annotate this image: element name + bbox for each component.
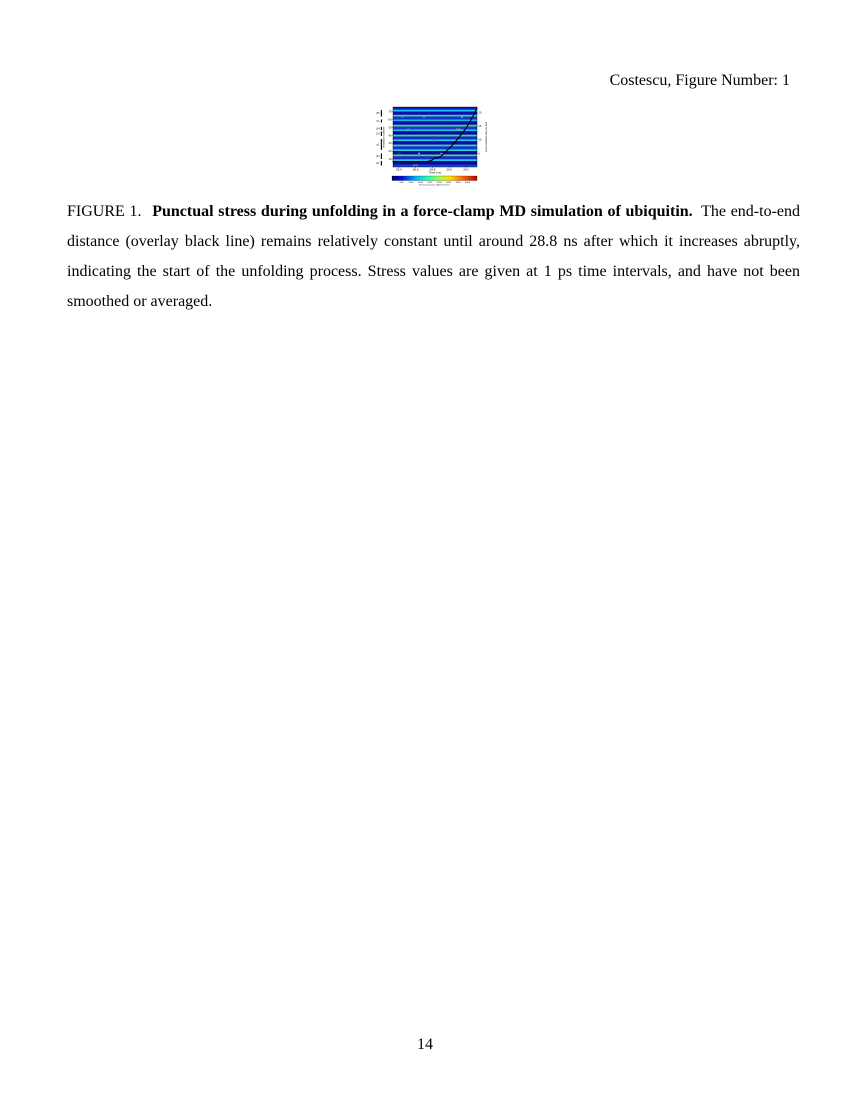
heatmap-fleck — [398, 153, 402, 154]
y-left-tick-label: 20 — [388, 150, 392, 154]
heatmap-fleck — [440, 153, 443, 154]
y-right-tick-label: 20 — [478, 111, 482, 115]
y-right-axis-label: End-to-end distance (nm) — [484, 121, 487, 153]
heatmap-fleck — [407, 129, 410, 130]
y-left-tick-label: 50 — [388, 126, 392, 130]
secondary-structure-label: β1 — [376, 162, 380, 165]
x-tick-label: 28.4 — [395, 168, 402, 172]
colorbar-tick-label: 500 — [399, 181, 404, 184]
y-left-tick-label: 10 — [388, 158, 392, 162]
heatmap-fleck — [465, 141, 468, 142]
caption-body: The end-to-end distance (overlay black line) remains relatively constant until around 28.8 ns after which it increases abruptly, indicating the start of the unfolding process. Stress values are given at 1 ps time intervals, and have not been smoothed or averaged. — [67, 203, 801, 310]
heatmap-fleck — [456, 129, 461, 130]
y-right-tick-label: 5 — [478, 152, 480, 156]
heatmap-fleck — [401, 117, 404, 118]
heatmap-fleck — [423, 117, 425, 118]
heatmap-row — [393, 117, 477, 120]
heatmap-row — [393, 131, 477, 134]
heatmap-row — [393, 146, 477, 149]
heatmap-row — [393, 121, 477, 124]
colorbar-tick-label: 1000 — [408, 181, 414, 184]
figure-caption — [67, 197, 800, 317]
heatmap-row — [393, 165, 477, 167]
heatmap-row — [393, 159, 477, 161]
heatmap-fleck — [461, 117, 463, 118]
colorbar-tick-label: 4000 — [465, 181, 471, 184]
heatmap-fleck — [418, 153, 420, 154]
x-tick-label: 28.8 — [429, 168, 436, 172]
secondary-structure-label: β2 — [376, 155, 380, 158]
secondary-structure-label: 3₁₀ — [376, 120, 380, 123]
stress-heatmap-chart — [369, 106, 487, 186]
x-tick-label: 29.0 — [446, 168, 453, 172]
y-right-tick-label: 15 — [478, 124, 482, 128]
y-left-tick-label: 60 — [388, 118, 392, 122]
running-header: Costescu, Figure Number: 1 — [609, 72, 790, 89]
y-left-tick-label: 30 — [388, 142, 392, 146]
heatmap-fleck — [413, 165, 418, 166]
colorbar-tick-label: 2500 — [436, 181, 442, 184]
heatmap-row — [393, 145, 477, 147]
heatmap-fleck — [433, 141, 436, 142]
heatmap-row — [393, 107, 477, 110]
x-tick-label: 29.2 — [463, 168, 469, 172]
heatmap-row — [393, 112, 477, 115]
caption-title: Punctual stress during unfolding in a force-clamp MD simulation of ubiquitin. — [152, 203, 693, 220]
figure-1-image — [369, 106, 487, 186]
heatmap-row — [393, 115, 477, 117]
secondary-structure-label: β3 — [376, 132, 380, 136]
heatmap-fleck — [448, 117, 452, 118]
secondary-structure-label: β4 — [376, 127, 380, 131]
heatmap-row — [393, 136, 477, 139]
heatmap-row — [393, 127, 477, 130]
heatmap-row — [393, 151, 477, 154]
caption-label: FIGURE 1. — [67, 203, 142, 220]
heatmap-row — [393, 135, 477, 137]
colorbar-tick-label: 3000 — [446, 181, 452, 184]
y-left-tick-label: 40 — [388, 134, 392, 138]
colorbar-tick-label: 3500 — [455, 181, 461, 184]
page-number: 14 — [417, 1036, 433, 1053]
x-tick-label: 28.6 — [412, 168, 419, 172]
colorbar-label: Punctual stress (kJ/(mol nm)) — [419, 184, 450, 186]
heatmap-row — [393, 110, 477, 112]
colorbar-tick-label: 1500 — [417, 181, 423, 184]
y-left-tick-label: 70 — [388, 110, 392, 114]
heatmap-row — [393, 155, 477, 157]
colorbar — [392, 176, 477, 181]
colorbar-tick-label: 2000 — [427, 181, 433, 184]
y-left-axis-label: Residue number — [382, 126, 386, 148]
heatmap-row — [393, 125, 477, 127]
heatmap-row — [393, 119, 477, 121]
heatmap-row — [393, 149, 477, 151]
y-right-tick-label: 10 — [478, 138, 482, 142]
secondary-structure-label: α1 — [376, 143, 380, 147]
secondary-structure-label: β5 — [376, 112, 380, 115]
x-axis-label: Time (ns) — [428, 170, 442, 175]
